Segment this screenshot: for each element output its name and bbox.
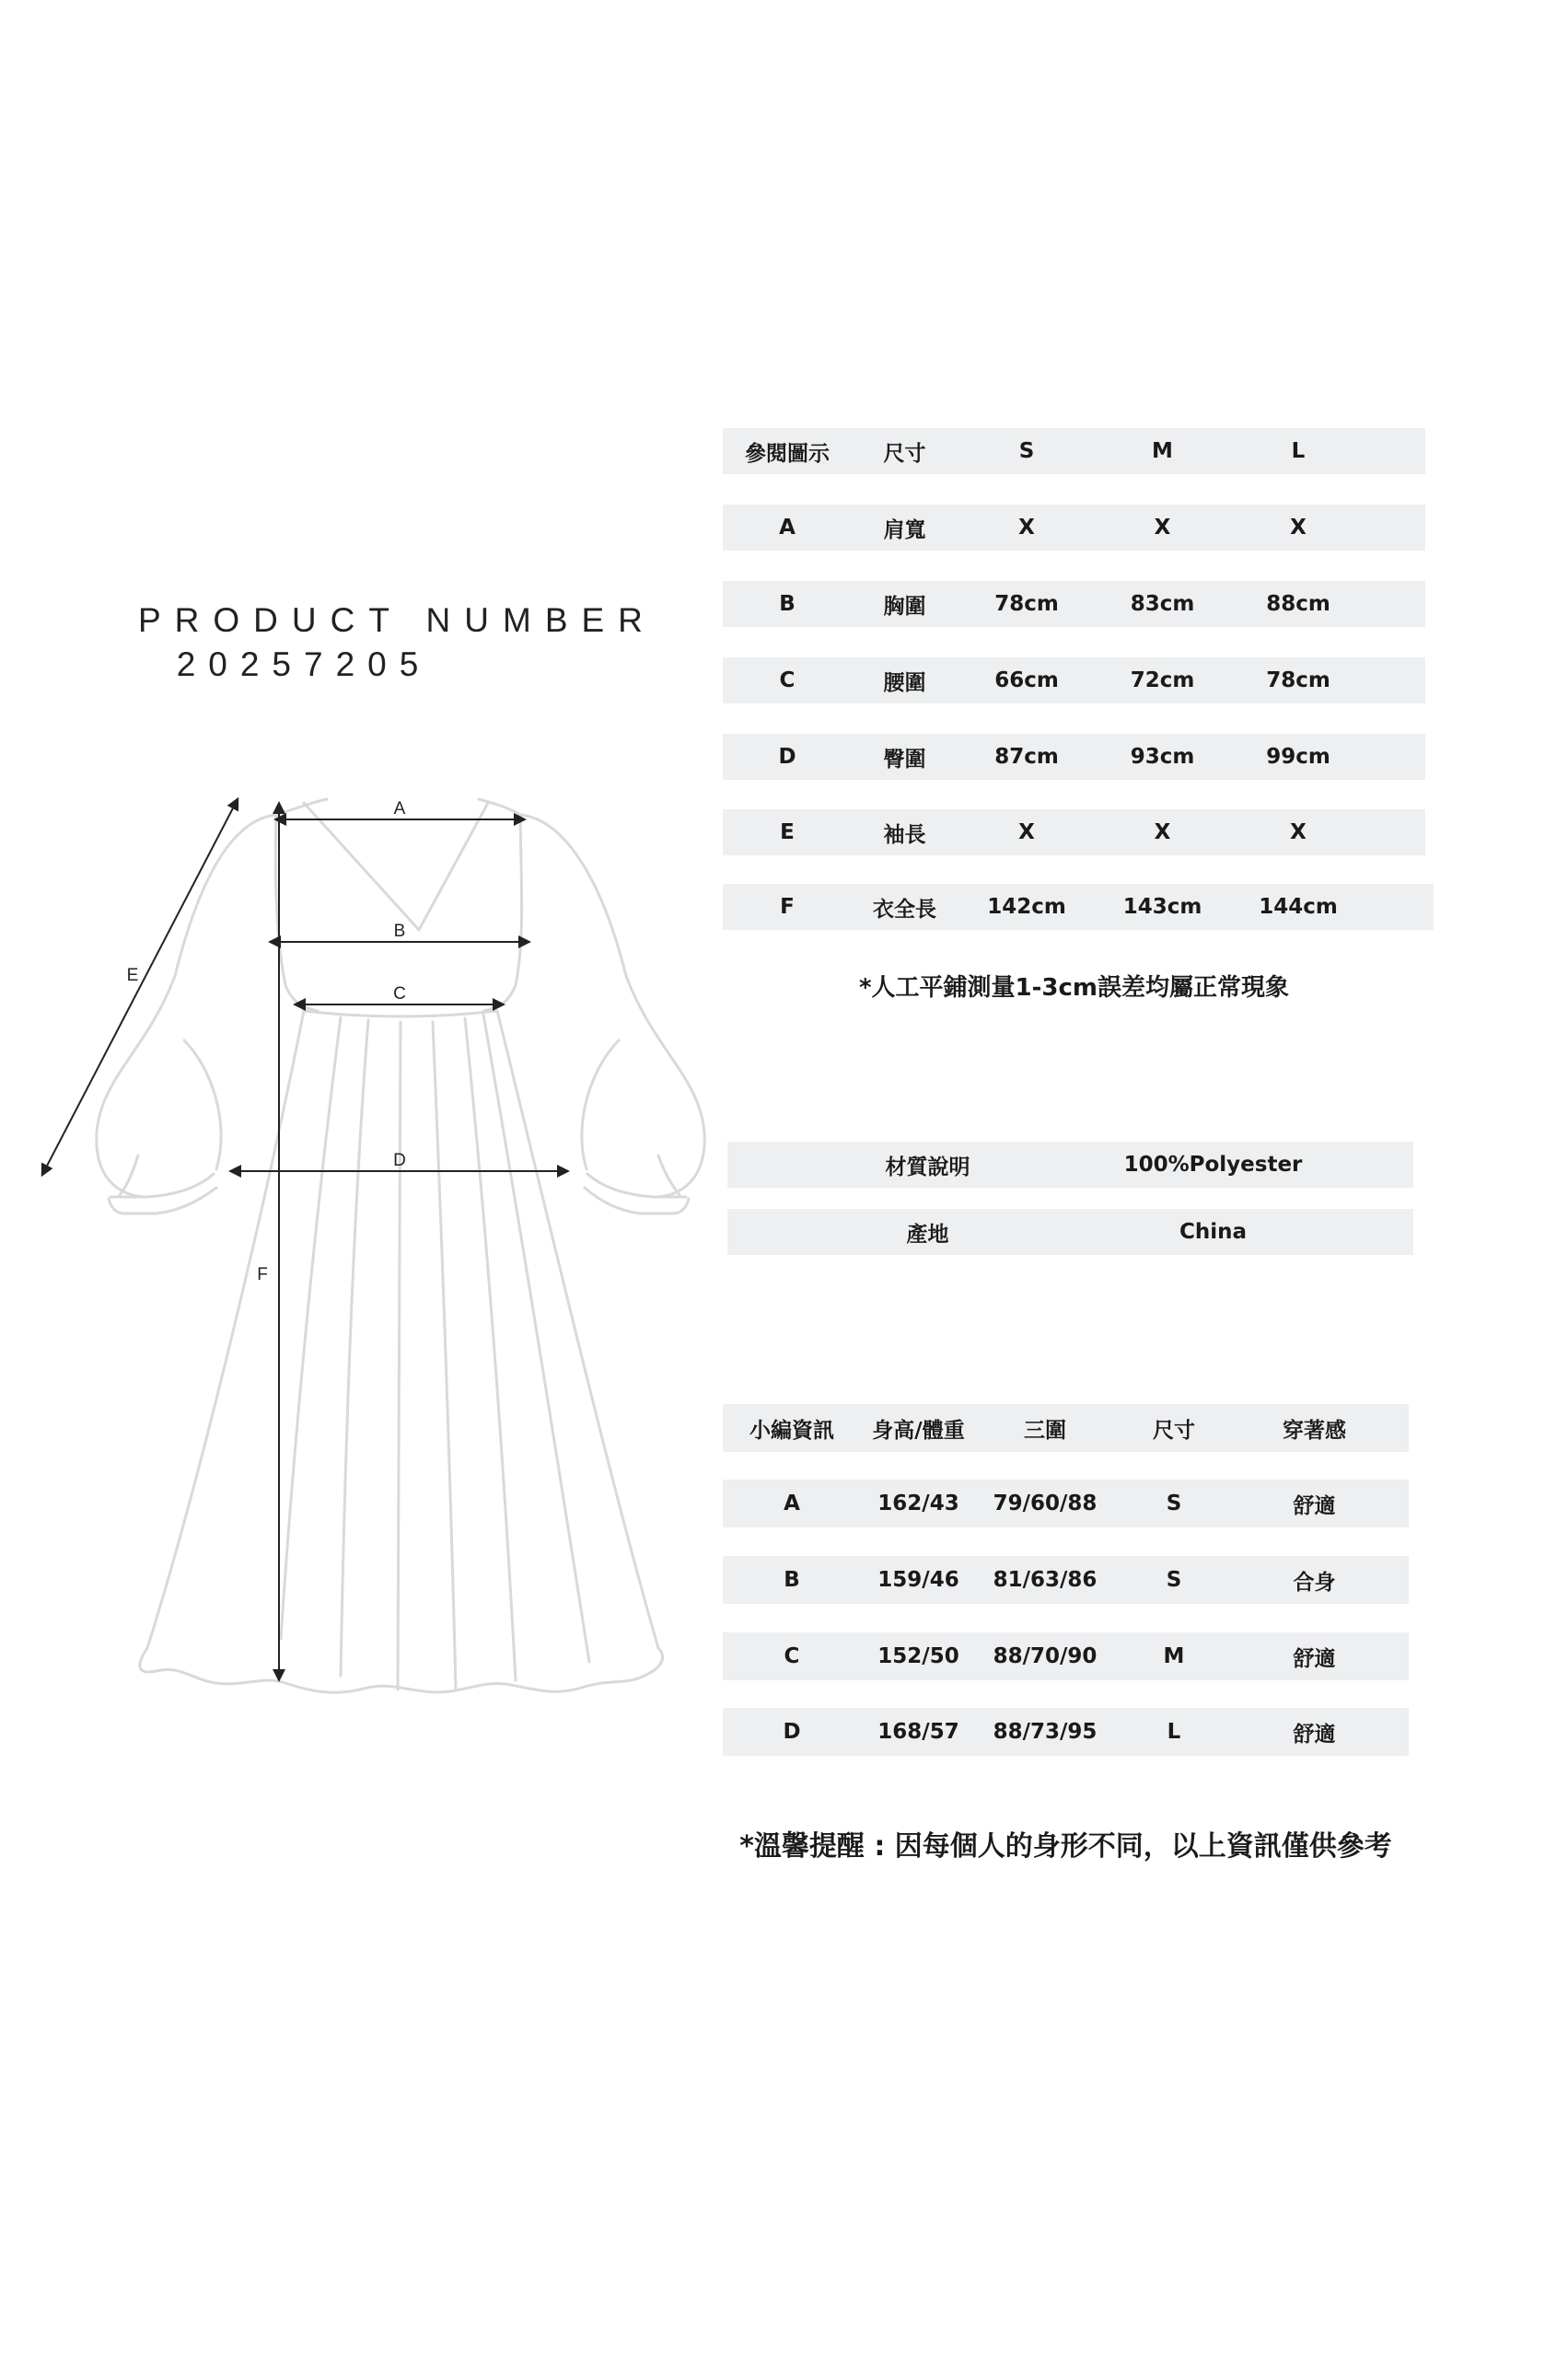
table-cell: S <box>1166 1492 1182 1515</box>
table-cell: D <box>783 1720 801 1744</box>
origin-label: 產地 <box>906 1222 949 1247</box>
table-cell: 衣全長 <box>873 897 936 922</box>
table-row <box>723 884 1434 930</box>
header-cell: 穿著感 <box>1283 1418 1346 1443</box>
table-cell: A <box>784 1492 800 1515</box>
product-number-value: 20257205 <box>176 645 432 683</box>
header-cell: 小編資訊 <box>749 1418 834 1443</box>
model-table-header <box>723 1404 1409 1452</box>
table-cell: 78cm <box>994 592 1059 616</box>
header-cell: 三圍 <box>1024 1418 1066 1443</box>
table-cell: C <box>784 1644 800 1668</box>
table-row <box>723 1556 1409 1604</box>
table-cell: 合身 <box>1293 1570 1336 1595</box>
diagram-label-b: B <box>393 922 406 941</box>
table-cell: 舒適 <box>1293 1646 1336 1671</box>
reminder-note: *溫馨提醒 : 因每個人的身形不同，以上資訊僅供參考 <box>739 1830 1392 1863</box>
table-cell: 88/73/95 <box>993 1720 1098 1744</box>
table-cell: X <box>1290 820 1307 844</box>
diagram-label-a: A <box>393 799 406 819</box>
table-cell: X <box>1018 820 1035 844</box>
table-cell: 79/60/88 <box>993 1492 1098 1515</box>
diagram-label-f: F <box>257 1265 268 1284</box>
table-cell: X <box>1018 516 1035 540</box>
table-row <box>723 581 1425 627</box>
table-cell: B <box>779 592 796 616</box>
table-cell: 78cm <box>1266 668 1330 692</box>
table-row <box>723 657 1425 703</box>
table-row <box>727 1142 1413 1188</box>
table-cell: M <box>1163 1644 1185 1668</box>
diagram-label-c: C <box>393 984 406 1004</box>
table-cell: D <box>778 745 796 769</box>
measure-line-e <box>44 803 236 1171</box>
table-cell: 胸圍 <box>883 594 926 619</box>
table-row <box>723 1480 1409 1527</box>
header-cell: 尺寸 <box>883 441 926 466</box>
header-cell: M <box>1152 439 1173 463</box>
header-cell: 參閱圖示 <box>745 441 830 466</box>
table-cell: 144cm <box>1259 895 1338 919</box>
table-cell: X <box>1154 516 1171 540</box>
table-cell: 88cm <box>1266 592 1330 616</box>
table-cell: 142cm <box>987 895 1066 919</box>
size-table-header <box>723 428 1425 474</box>
table-cell: 93cm <box>1130 745 1195 769</box>
table-cell: 88/70/90 <box>993 1644 1098 1668</box>
table-cell: 舒適 <box>1293 1722 1336 1747</box>
table-cell: 舒適 <box>1293 1493 1336 1518</box>
material-value: 100%Polyester <box>1123 1153 1303 1177</box>
header-cell: S <box>1018 439 1035 463</box>
table-cell: 66cm <box>994 668 1059 692</box>
table-row <box>723 505 1425 551</box>
table-cell: 臀圍 <box>883 747 926 772</box>
origin-value: China <box>1179 1220 1248 1244</box>
table-cell: 168/57 <box>877 1720 959 1744</box>
table-cell: C <box>779 668 796 692</box>
table-cell: 袖長 <box>883 822 926 847</box>
table-row <box>723 809 1425 855</box>
table-cell: S <box>1166 1568 1182 1592</box>
table-cell: X <box>1290 516 1307 540</box>
table-row <box>723 1632 1409 1680</box>
table-cell: 腰圍 <box>883 670 926 695</box>
diagram-label-d: D <box>393 1151 406 1170</box>
table-cell: 肩寬 <box>883 517 926 542</box>
table-cell: B <box>784 1568 800 1592</box>
diagram-label-e: E <box>126 966 139 985</box>
table-row <box>723 734 1425 780</box>
table-cell: L <box>1167 1720 1181 1744</box>
table-row <box>723 1708 1409 1756</box>
table-cell: 152/50 <box>877 1644 959 1668</box>
table-cell: 162/43 <box>877 1492 959 1515</box>
table-row <box>727 1209 1413 1255</box>
table-cell: 83cm <box>1130 592 1195 616</box>
table-cell: A <box>779 516 796 540</box>
table-cell: 81/63/86 <box>993 1568 1098 1592</box>
table-cell: X <box>1154 820 1171 844</box>
header-cell: 身高/體重 <box>872 1418 965 1443</box>
header-cell: L <box>1291 439 1306 463</box>
table-cell: E <box>780 820 795 844</box>
measurement-note: *人工平鋪測量1-3cm誤差均屬正常現象 <box>858 974 1290 1002</box>
product-number-label: PRODUCT NUMBER <box>138 601 656 639</box>
table-cell: 143cm <box>1122 895 1202 919</box>
dress-measurement-diagram <box>0 0 755 1749</box>
table-cell: F <box>780 895 795 919</box>
table-cell: 159/46 <box>877 1568 959 1592</box>
table-cell: 72cm <box>1130 668 1195 692</box>
table-cell: 99cm <box>1266 745 1330 769</box>
header-cell: 尺寸 <box>1153 1418 1195 1443</box>
table-cell: 87cm <box>994 745 1059 769</box>
material-label: 材質說明 <box>885 1155 970 1179</box>
